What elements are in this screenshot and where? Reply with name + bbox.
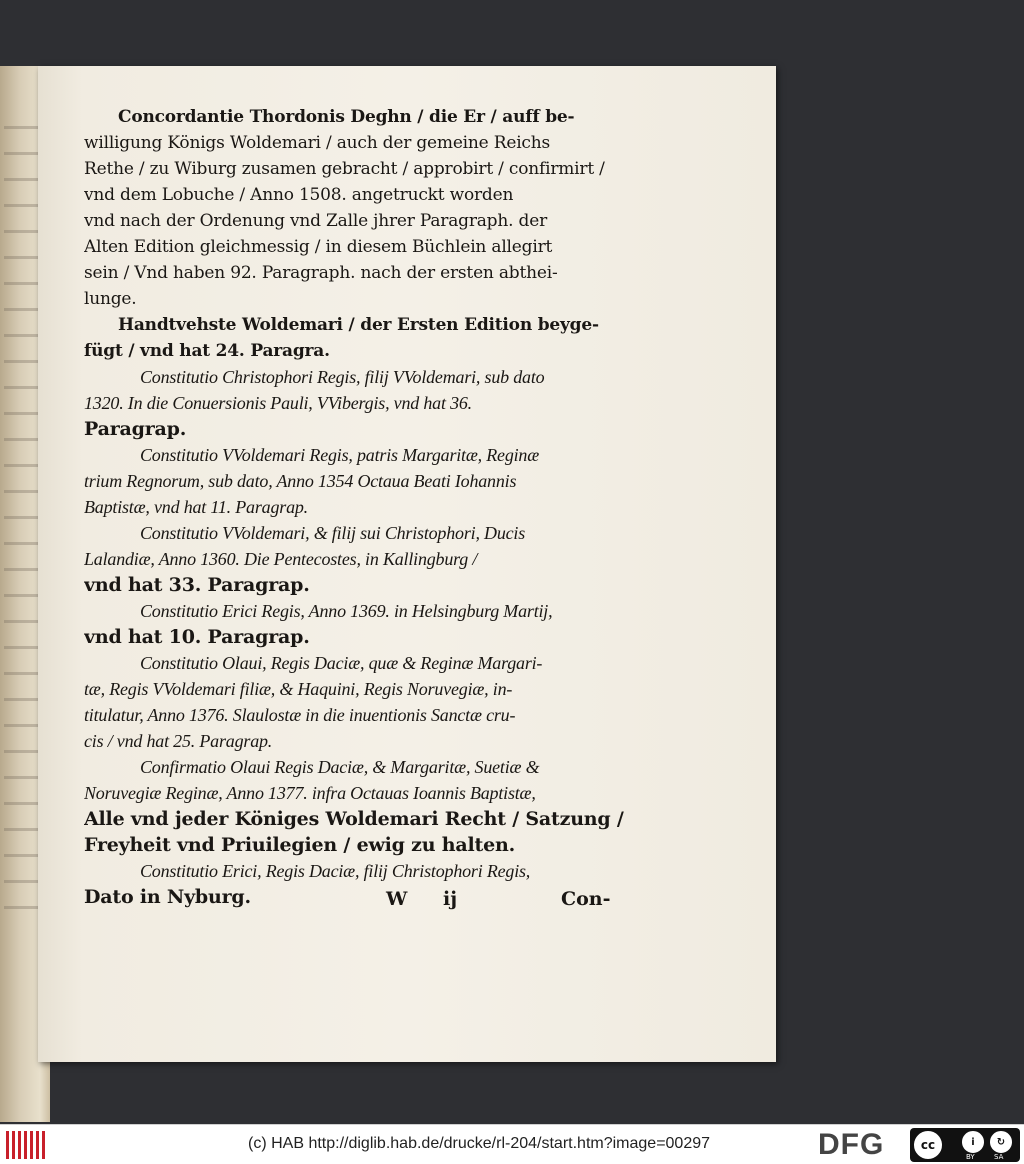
text-line: Constitutio Christophori Regis, filij VVoldemari, sub dato: [140, 367, 545, 387]
text-line: 1320. In die Conuersionis Pauli, VVibergis, vnd hat 36.: [84, 393, 472, 413]
text-line: vnd hat 33. Paragrap.: [84, 574, 310, 596]
share-alike-icon: ↻: [990, 1131, 1012, 1153]
text-line: Constitutio VVoldemari, & filij sui Christophori, Ducis: [140, 523, 526, 543]
catchword: Con-: [561, 888, 611, 910]
text-line: vnd nach der Ordenung vnd Zalle jhrer Paragraph. der: [84, 211, 547, 231]
text-line: Confirmatio Olaui Regis Daciæ, & Margaritæ, Suetiæ &: [140, 757, 540, 777]
text-line: Constitutio Erici, Regis Daciæ, filij Christophori Regis,: [140, 861, 531, 881]
text-line: Paragrap.: [84, 418, 187, 440]
text-line: Alle vnd jeder Königes Woldemari Recht / Satzung /: [84, 808, 624, 830]
text-line: Rethe / zu Wiburg zusamen gebracht / approbirt / confirmirt /: [84, 159, 605, 179]
text-line: Dato in Nyburg.: [84, 886, 251, 908]
text-line: fügt / vnd hat 24. Paragra.: [84, 341, 330, 361]
page-catch-line: [38, 888, 776, 918]
signature-mark: W: [386, 888, 408, 910]
text-line: vnd hat 10. Paragrap.: [84, 626, 310, 648]
text-line: Constitutio Olaui, Regis Daciæ, quæ & Reginæ Margari-: [140, 653, 543, 673]
text-line: vnd dem Lobuche / Anno 1508. angetruckt worden: [84, 185, 514, 205]
text-line: willigung Königs Woldemari / auch der gemeine Reichs: [84, 133, 551, 153]
text-line: tæ, Regis VVoldemari filiæ, & Haquini, Regis Noruvegiæ, in-: [84, 679, 513, 699]
text-line: Constitutio Erici Regis, Anno 1369. in Helsingburg Martij,: [140, 601, 553, 621]
text-line: Noruvegiæ Reginæ, Anno 1377. infra Octauas Ioannis Baptistæ,: [84, 783, 536, 803]
footer-bar: [0, 1124, 1024, 1164]
text-line: sein / Vnd haben 92. Paragraph. nach der ersten abthei-: [84, 263, 558, 283]
text-line: Handtvehste Woldemari / der Ersten Edition beyge-: [118, 315, 599, 335]
text-line: cis / vnd hat 25. Paragrap.: [84, 731, 273, 751]
cc-license-badge[interactable]: [910, 1128, 1020, 1162]
copyright-link[interactable]: (c) HAB http://diglib.hab.de/drucke/rl-204/start.htm?image=00297: [248, 1135, 711, 1152]
hab-logo-icon[interactable]: [6, 1129, 48, 1161]
cc-icon: cc: [914, 1131, 942, 1159]
text-line: Lalandiæ, Anno 1360. Die Pentecostes, in Kallingburg /: [84, 549, 478, 569]
document-page: [38, 66, 776, 1062]
dfg-logo[interactable]: DFG: [818, 1128, 885, 1161]
text-line: titulatur, Anno 1376. Slaulostæ in die inuentionis Sanctæ cru-: [84, 705, 516, 725]
text-line: trium Regnorum, sub dato, Anno 1354 Octaua Beati Iohannis: [84, 471, 517, 491]
text-line: Concordantie Thordonis Deghn / die Er / auff be-: [118, 107, 575, 127]
text-line: Baptistæ, vnd hat 11. Paragrap.: [84, 497, 308, 517]
text-line: Constitutio VVoldemari Regis, patris Margaritæ, Reginæ: [140, 445, 540, 465]
text-line: lunge.: [84, 289, 137, 309]
cc-by-label: BY: [966, 1153, 975, 1161]
cc-sa-label: SA: [994, 1153, 1004, 1161]
signature-number: ij: [443, 888, 458, 910]
text-line: Freyheit vnd Priuilegien / ewig zu halten.: [84, 834, 516, 856]
text-line: Alten Edition gleichmessig / in diesem Büchlein allegirt: [84, 237, 553, 257]
page-body-text: [84, 104, 654, 910]
attribution-icon: i: [962, 1131, 984, 1153]
